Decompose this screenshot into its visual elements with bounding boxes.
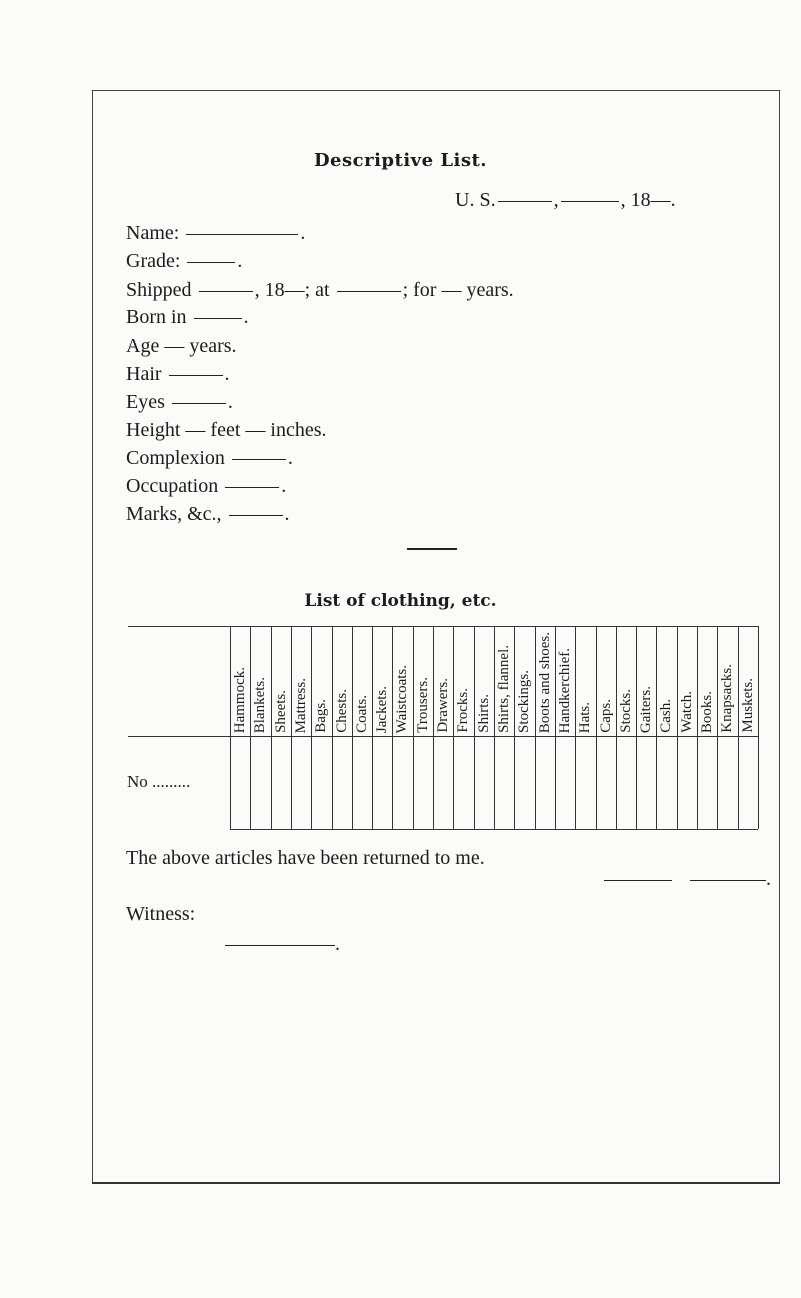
column-header: Boots and shoes.: [536, 631, 553, 733]
shipped-field: [126, 278, 514, 302]
column-header: Trousers.: [414, 677, 431, 733]
witness-label: Witness:: [126, 903, 196, 925]
grade-field: [126, 249, 242, 273]
age-label: Age — years.: [126, 335, 237, 357]
name-field: [126, 221, 305, 245]
section-divider: [407, 548, 457, 550]
page-title: Descriptive List.: [313, 150, 488, 171]
column-header: Waistcoats.: [394, 664, 411, 733]
us-blank-2[interactable]: [561, 201, 619, 202]
us-line: [455, 188, 676, 212]
column-header: Bags.: [313, 699, 330, 733]
column-header: Stocks.: [617, 689, 634, 733]
column-header: Muskets.: [739, 678, 756, 733]
shipped-blank-2[interactable]: [337, 291, 401, 292]
born-field: [126, 305, 249, 329]
name-label: Name:: [126, 222, 180, 244]
column-header: Stockings.: [516, 670, 533, 733]
name-end: .: [300, 222, 306, 244]
complexion-label: Complexion: [126, 447, 225, 469]
shipped-blank-1[interactable]: [199, 291, 253, 292]
complexion-field: [126, 446, 293, 470]
page-frame-right: [779, 90, 780, 1183]
column-header: Shirts.: [475, 694, 492, 733]
occupation-field: [126, 474, 286, 498]
shipped-date: , 18—; at: [254, 279, 330, 301]
grade-blank[interactable]: [187, 262, 235, 263]
column-header: Hammock.: [232, 666, 248, 733]
table-top-rule: [128, 626, 758, 627]
marks-end: .: [284, 503, 290, 525]
signature-blank-1[interactable]: [604, 880, 672, 881]
us-comma-2: ,: [620, 189, 626, 211]
returned-statement: The above articles have been returned to me.: [126, 847, 485, 869]
shipped-label: Shipped: [126, 279, 192, 301]
signature-blank-2[interactable]: [690, 880, 766, 881]
column-header: Gaiters.: [638, 685, 655, 733]
occupation-blank[interactable]: [225, 487, 279, 488]
height-field: [126, 418, 327, 442]
column-header: Coats.: [353, 695, 370, 733]
born-label: Born in: [126, 306, 187, 328]
column-header: Cash.: [658, 699, 675, 733]
table-bottom-rule: [230, 829, 758, 830]
us-year: 18—.: [630, 189, 676, 211]
table-header-rule: [128, 736, 758, 737]
occupation-end: .: [281, 475, 287, 497]
column-header: Books.: [699, 690, 716, 733]
complexion-end: .: [287, 447, 293, 469]
marks-blank[interactable]: [229, 515, 283, 516]
marks-field: [126, 502, 290, 526]
signature-end: .: [766, 868, 771, 890]
page-frame-bottom: [92, 1182, 780, 1184]
column-header: Handkerchief.: [556, 647, 573, 733]
hair-end: .: [224, 363, 230, 385]
eyes-blank[interactable]: [172, 403, 226, 404]
column-header: Shirts, flannel.: [496, 645, 512, 733]
complexion-blank[interactable]: [232, 459, 286, 460]
eyes-end: .: [227, 391, 233, 413]
hair-field: [126, 362, 230, 386]
us-blank-1[interactable]: [498, 201, 552, 202]
grade-label: Grade:: [126, 250, 181, 272]
witness-end: .: [335, 933, 340, 955]
clothing-list-title: List of clothing, etc.: [304, 591, 497, 611]
height-label: Height — feet — inches.: [126, 419, 327, 441]
shipped-term: ; for — years.: [402, 279, 514, 301]
column-header: Knapsacks.: [719, 664, 736, 733]
occupation-label: Occupation: [126, 475, 219, 497]
born-blank[interactable]: [194, 318, 242, 319]
us-comma-1: ,: [553, 189, 559, 211]
column-header: Drawers.: [435, 678, 452, 733]
marks-label: Marks, &c.,: [126, 503, 222, 525]
column-header: Hats.: [577, 701, 594, 733]
us-label: U. S.: [455, 189, 496, 211]
column-header: Caps.: [597, 699, 614, 733]
name-blank[interactable]: [186, 234, 298, 235]
column-header: Watch.: [678, 691, 695, 733]
grade-end: .: [237, 250, 243, 272]
column-header: Frocks.: [455, 688, 472, 733]
table-column-divider: [758, 626, 759, 829]
column-header: Jackets.: [374, 685, 391, 733]
column-header: Blankets.: [252, 676, 269, 733]
row-label-no: No .........: [127, 772, 191, 791]
hair-blank[interactable]: [169, 375, 223, 376]
born-end: .: [243, 306, 249, 328]
page-frame-top: [92, 90, 780, 91]
column-header: Sheets.: [272, 690, 289, 733]
column-header: Mattress.: [292, 677, 309, 733]
column-header: Chests.: [333, 689, 350, 733]
eyes-field: [126, 390, 233, 414]
age-field: [126, 334, 237, 358]
hair-label: Hair: [126, 363, 162, 385]
witness-blank[interactable]: [225, 945, 335, 946]
eyes-label: Eyes: [126, 391, 165, 413]
page-frame-left: [92, 90, 93, 1183]
